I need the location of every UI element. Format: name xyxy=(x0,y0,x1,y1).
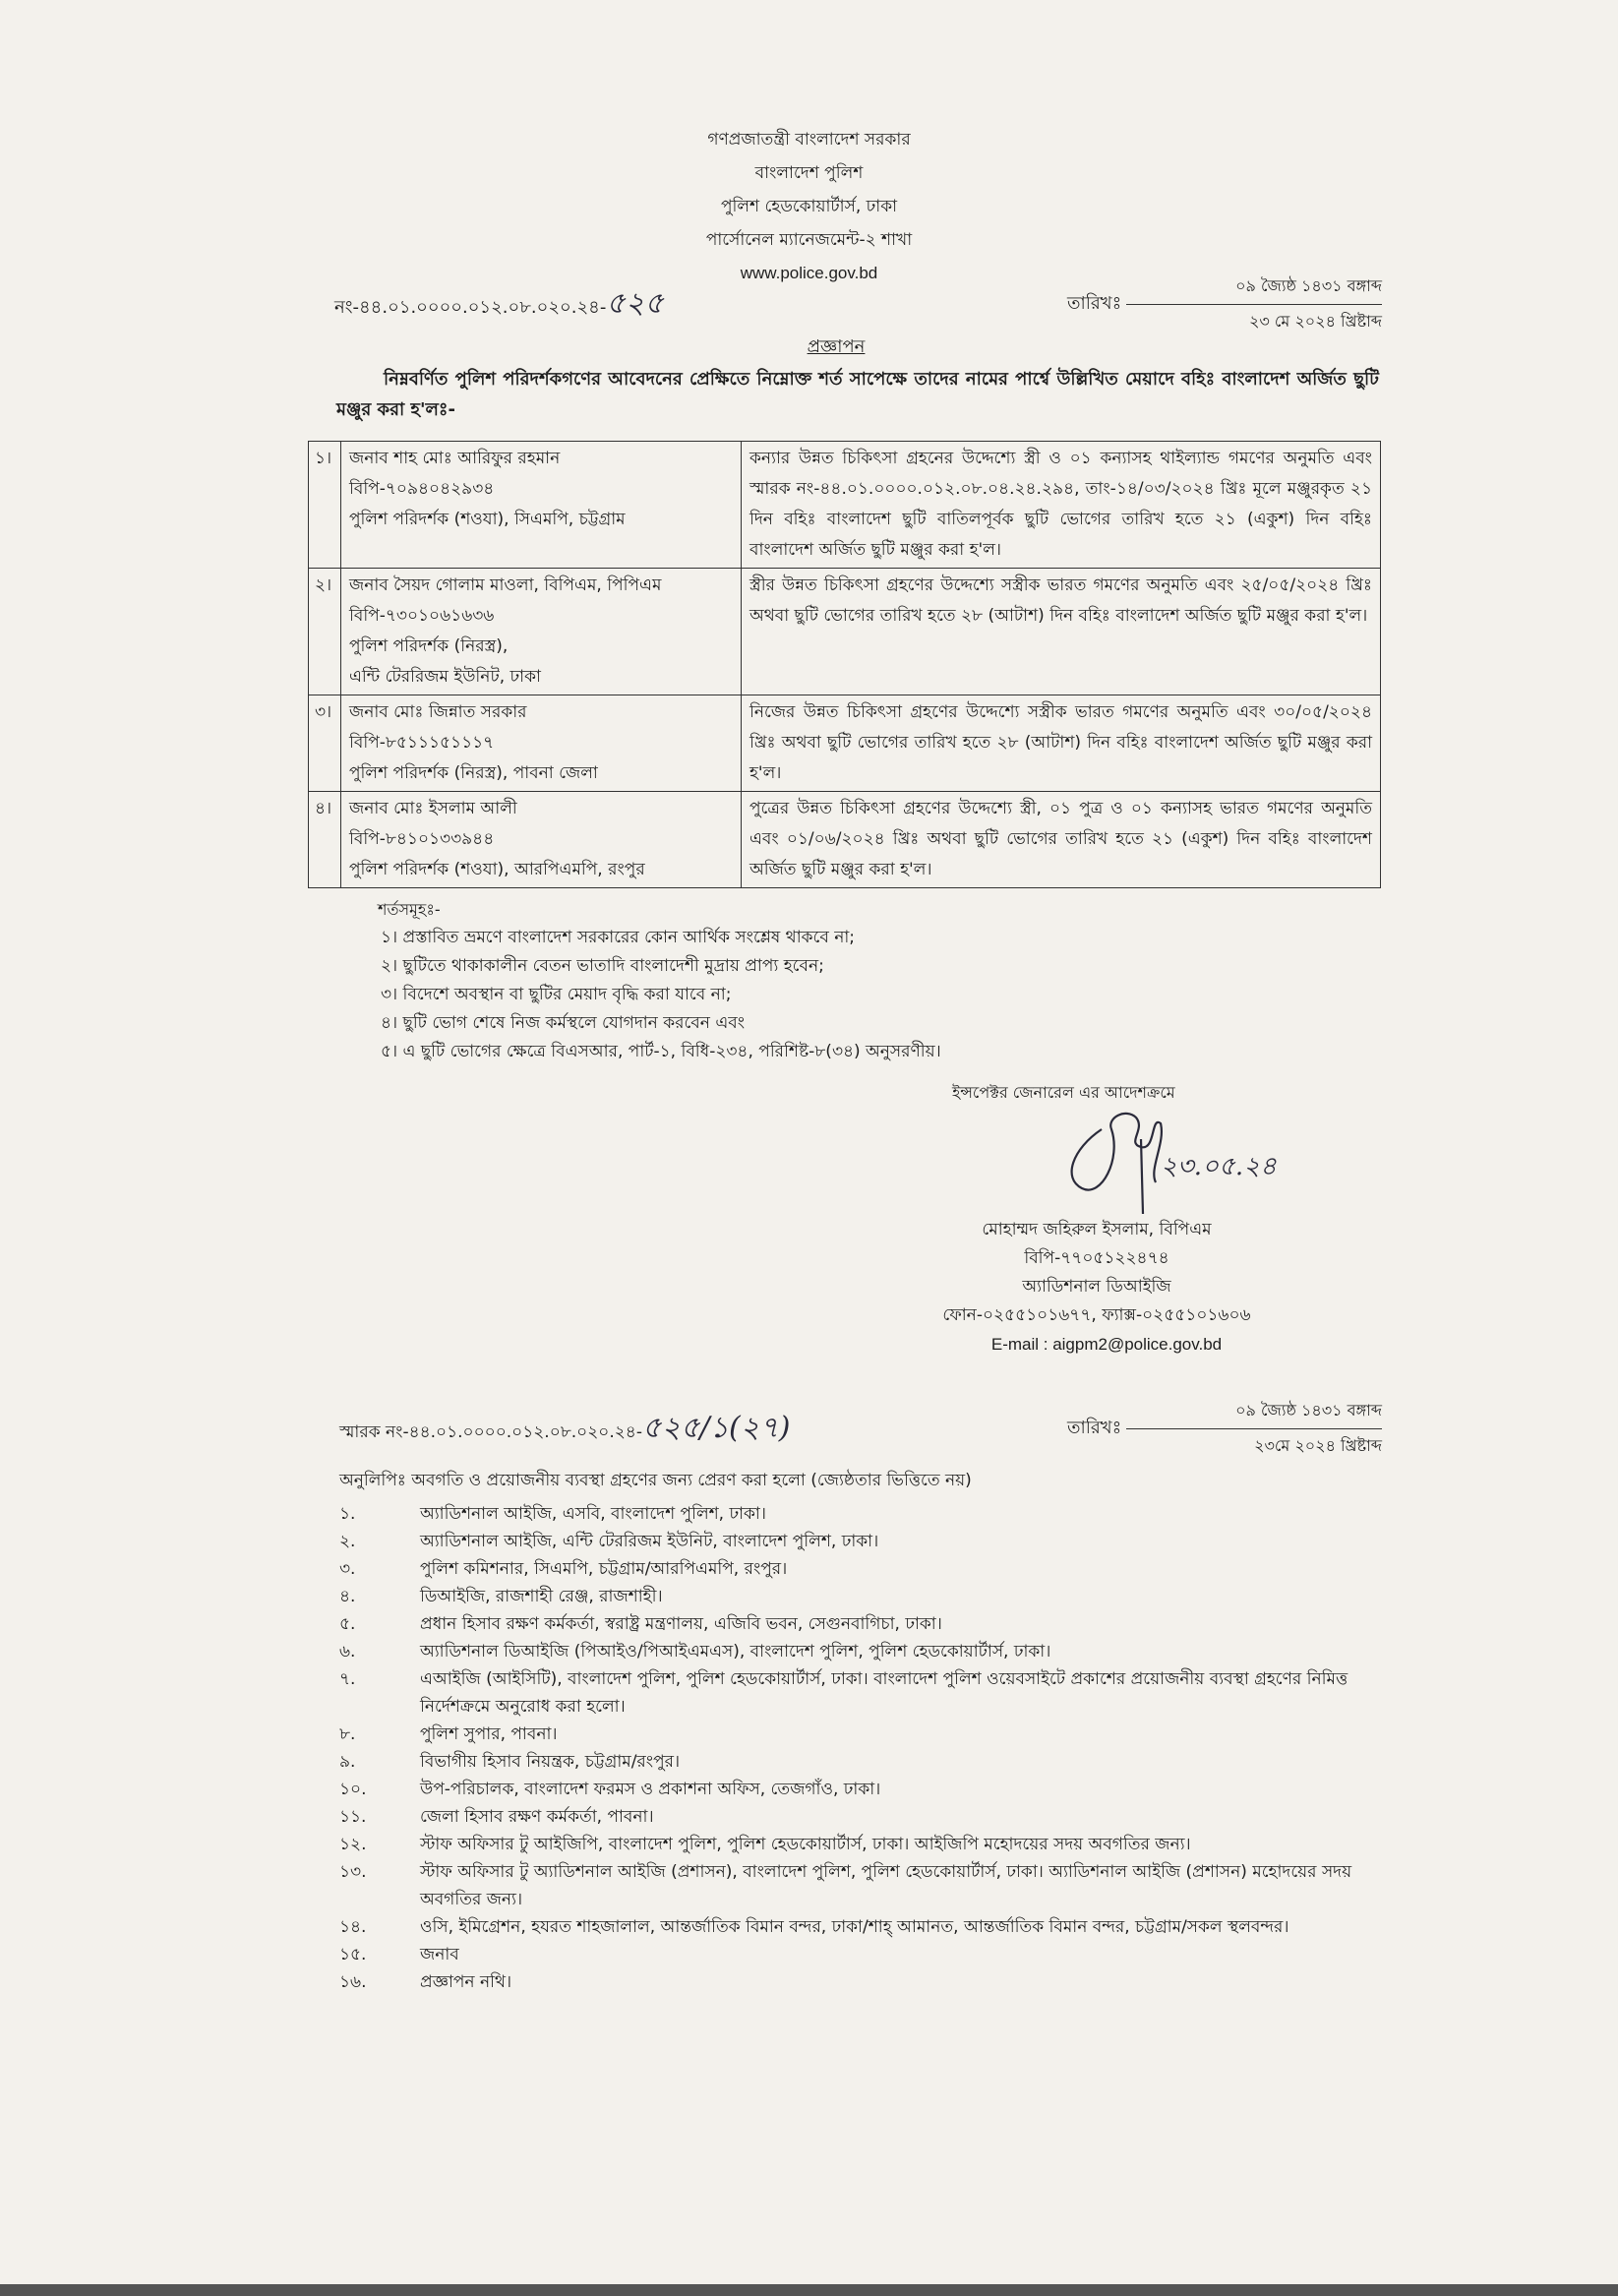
detail-cell xyxy=(742,569,1381,695)
signatory-bp: বিপি-৭৭০৫১২২৪৭৪ xyxy=(1024,1248,1169,1268)
distribution-text: পুলিশ সুপার, পাবনা। xyxy=(420,1724,558,1744)
table-row xyxy=(309,695,1381,792)
conditions-list xyxy=(0,924,1618,1066)
header-website: www.police.gov.bd xyxy=(740,264,878,282)
person-line: জনাব মোঃ জিন্নাত সরকার xyxy=(349,702,527,722)
distribution-text: জেলা হিসাব রক্ষণ কর্মকর্তা, পাবনা। xyxy=(420,1807,654,1827)
leave-table xyxy=(308,441,1381,888)
person-cell xyxy=(341,792,742,888)
table-row xyxy=(309,569,1381,695)
leave-detail: স্ত্রীর উন্নত চিকিৎসা গ্রহণের উদ্দেশ্যে সস্ত্রীক ভারত গমণের অনুমতি এবং ২৫/০৫/২০২৪ খ্রিঃ অথবা ছুটি ভোগের তারিখ হতে ২৮ (আটাশ) দিন বহিঃ বাংলাদেশ অর্জিত ছুটি মঞ্জুর করা হ'ল। xyxy=(749,575,1372,626)
person-line: পুলিশ পরিদর্শক (নিরস্ত্র), পাবনা জেলা xyxy=(349,763,598,783)
memo-ref-handwritten: ৫২৫ xyxy=(606,286,664,321)
letterhead xyxy=(0,123,1618,290)
person-line: পুলিশ পরিদর্শক (শওযা), আরপিএমপি, রংপুর xyxy=(349,860,645,879)
condition-item: ৩। বিদেশে অবস্থান বা ছুটির মেয়াদ বৃদ্ধি করা যাবে না; xyxy=(381,985,732,1004)
memo-date-bangla: ০৯ জ্যৈষ্ঠ ১৪৩১ বঙ্গাব্দ xyxy=(1235,276,1382,295)
person-line: জনাব শাহ মোঃ আরিফুর রহমান xyxy=(349,449,561,468)
person-line: এন্টি টেররিজম ইউনিট, ঢাকা xyxy=(349,667,541,687)
distribution-text: অ্যাডিশনাল ডিআইজি (পিআইও/পিআইএমএস), বাংলাদেশ পুলিশ, পুলিশ হেডকোয়ার্টার্স, ঢাকা। xyxy=(420,1642,1051,1662)
header-line-government: গণপ্রজাতন্ত্রী বাংলাদেশ সরকার xyxy=(707,130,911,150)
serial-cell xyxy=(309,695,341,792)
condition-item: ৫। এ ছুটি ভোগের ক্ষেত্রে বিএসআর, পার্ট-১, বিধি-২৩৪, পরিশিষ্ট-৮(৩৪) অনুসরণীয়। xyxy=(381,1042,941,1061)
serial-number: ১। xyxy=(315,449,332,468)
person-line: জনাব সৈয়দ গোলাম মাওলা, বিপিএম, পিপিএম xyxy=(349,575,662,595)
serial-cell xyxy=(309,792,341,888)
distribution-item xyxy=(339,1831,1382,1858)
condition-item: ৪। ছুটি ভোগ শেষে নিজ কর্মস্থলে যোগদান করবেন এবং xyxy=(381,1013,746,1033)
distribution-number: ৪. xyxy=(339,1587,356,1606)
distribution-text: ডিআইজি, রাজশাহী রেঞ্জ, রাজশাহী। xyxy=(420,1587,663,1606)
distribution-item xyxy=(339,1913,1382,1941)
distribution-number: ১. xyxy=(339,1504,356,1524)
distribution-number: ১৫. xyxy=(339,1945,367,1964)
serial-cell xyxy=(309,442,341,569)
copy-ref-prefix: স্মারক নং-৪৪.০১.০০০০.০১২.০৮.০২০.২৪- xyxy=(339,1422,642,1442)
person-line: জনাব মোঃ ইসলাম আলী xyxy=(349,799,517,818)
order-line: ইন্সপেক্টর জেনারেল এর আদেশক্রমে xyxy=(952,1083,1175,1102)
distribution-number: ১১. xyxy=(339,1807,367,1827)
distribution-text: অ্যাডিশনাল আইজি, এসবি, বাংলাদেশ পুলিশ, ঢাকা। xyxy=(420,1504,766,1524)
distribution-number: ৮. xyxy=(339,1724,356,1744)
leave-detail: নিজের উন্নত চিকিৎসা গ্রহণের উদ্দেশ্যে সস্ত্রীক ভারত গমণের অনুমতি এবং ৩০/০৫/২০২৪ খ্রিঃ অথবা ছুটি ভোগের তারিখ হতে ২৮ (আটাশ) দিন বহিঃ বাংলাদেশ অর্জিত ছুটি মঞ্জুর করা হ'ল। xyxy=(749,702,1372,783)
person-cell xyxy=(341,569,742,695)
distribution-number: ১২. xyxy=(339,1835,367,1854)
signatory-name: মোহাম্মদ জহিরুল ইসলাম, বিপিএম xyxy=(982,1220,1212,1239)
distribution-number: ১৪. xyxy=(339,1917,367,1937)
distribution-text: বিভাগীয় হিসাব নিয়ন্ত্রক, চট্টগ্রাম/রংপুর। xyxy=(420,1752,681,1772)
distribution-item xyxy=(339,1555,1382,1583)
distribution-item xyxy=(339,1721,1382,1748)
table-row xyxy=(309,442,1381,569)
person-line: বিপি-৮৫১১১৫১১১৭ xyxy=(349,733,495,753)
distribution-item xyxy=(339,1803,1382,1831)
copy-reference-row xyxy=(0,1398,1618,1463)
distribution-item xyxy=(339,1528,1382,1555)
memo-date xyxy=(1126,273,1382,335)
person-line: বিপি-৭৩০১০৬১৬৩৬ xyxy=(349,606,495,626)
condition-item: ২। ছুটিতে থাকাকালীন বেতন ভাতাদি বাংলাদেশী মুদ্রায় প্রাপ্য হবেন; xyxy=(381,956,824,976)
date-divider xyxy=(1126,1428,1382,1429)
signature-date: ২৩.০৫.২৪ xyxy=(1161,1152,1277,1181)
distribution-item xyxy=(339,1638,1382,1665)
distribution-number: ২. xyxy=(339,1532,356,1551)
person-cell xyxy=(341,695,742,792)
table-row xyxy=(309,792,1381,888)
distribution-text: স্টাফ অফিসার টু অ্যাডিশনাল আইজি (প্রশাসন), বাংলাদেশ পুলিশ, পুলিশ হেডকোয়ার্টার্স, ঢাকা। অ্যাডিশনাল আইজি (প্রশাসন) মহোদয়ের সদয় অবগতির জন্য। xyxy=(420,1862,1352,1909)
signature-mark xyxy=(1033,1110,1288,1216)
serial-cell xyxy=(309,569,341,695)
memo-ref-prefix: নং-৪৪.০১.০০০০.০১২.০৮.০২০.২৪- xyxy=(334,297,607,318)
serial-number: ৩। xyxy=(315,702,332,722)
distribution-item xyxy=(339,1968,1382,1996)
distribution-item xyxy=(339,1583,1382,1610)
signatory-designation: অ্যাডিশনাল ডিআইজি xyxy=(1022,1277,1171,1297)
distribution-number: ৬. xyxy=(339,1642,356,1662)
person-line: বিপি-৭০৯৪০৪২৯৩৪ xyxy=(349,479,495,499)
distribution-item xyxy=(339,1776,1382,1803)
person-line: পুলিশ পরিদর্শক (শওযা), সিএমপি, চট্টগ্রাম xyxy=(349,510,626,529)
distribution-text: পুলিশ কমিশনার, সিএমপি, চট্টগ্রাম/আরপিএমপি, রংপুর। xyxy=(420,1559,788,1579)
distribution-number: ৯. xyxy=(339,1752,356,1772)
distribution-number: ১৬. xyxy=(339,1972,367,1992)
distribution-number: ১০. xyxy=(339,1780,367,1799)
memo-date-label: তারিখঃ xyxy=(1067,293,1122,314)
copy-date-gregorian: ২৩মে ২০২৪ খ্রিষ্টাব্দ xyxy=(1254,1436,1382,1455)
detail-cell xyxy=(742,442,1381,569)
date-divider xyxy=(1126,304,1382,305)
distribution-item xyxy=(339,1941,1382,1968)
distribution-item xyxy=(339,1610,1382,1638)
distribution-number: ৩. xyxy=(339,1559,356,1579)
scan-edge xyxy=(0,2284,1618,2296)
distribution-item xyxy=(339,1500,1382,1528)
document-title: প্রজ্ঞাপন xyxy=(807,336,866,357)
distribution-text: প্রজ্ঞাপন নথি। xyxy=(420,1972,512,1992)
memo-date-gregorian: ২৩ মে ২০২৪ খ্রিষ্টাব্দ xyxy=(1249,312,1382,331)
distribution-number: ১৩. xyxy=(339,1862,367,1882)
signatory-phone: ফোন-০২৫৫১০১৬৭৭, ফ্যাক্স-০২৫৫১০১৬০৬ xyxy=(942,1305,1251,1325)
detail-cell xyxy=(742,695,1381,792)
header-line-branch: পার্সোনেল ম্যানেজমেন্ট-২ শাখা xyxy=(705,230,913,250)
signatory-block xyxy=(942,1216,1251,1359)
copy-date-bangla: ০৯ জ্যৈষ্ঠ ১৪৩১ বঙ্গাব্দ xyxy=(1235,1401,1382,1420)
distribution-text: এআইজি (আইসিটি), বাংলাদেশ পুলিশ, পুলিশ হেডকোয়ার্টার্স, ঢাকা। বাংলাদেশ পুলিশ ওয়েবসাইটে প্রকাশের প্রয়োজনীয় ব্যবস্থা গ্রহণের নিমিত্ত নির্দেশক্রমে অনুরোধ করা হলো। xyxy=(420,1669,1348,1717)
copy-ref-handwritten: ৫২৫/১(২৭) xyxy=(641,1411,791,1445)
copy-reference xyxy=(339,1404,790,1454)
person-line: বিপি-৮৪১০১৩৩৯৪৪ xyxy=(349,829,495,849)
copy-date xyxy=(1126,1398,1382,1460)
distribution-number: ৫. xyxy=(339,1614,356,1634)
distribution-text: প্রধান হিসাব রক্ষণ কর্মকর্তা, স্বরাষ্ট্র মন্ত্রণালয়, এজিবি ভবন, সেগুনবাগিচা, ঢাকা। xyxy=(420,1614,942,1634)
serial-number: ৪। xyxy=(315,799,332,818)
person-cell xyxy=(341,442,742,569)
distribution-text: জনাব xyxy=(420,1945,459,1964)
serial-number: ২। xyxy=(315,575,332,595)
distribution-item xyxy=(339,1665,1382,1721)
signatory-email: E-mail : aigpm2@police.gov.bd xyxy=(990,1335,1223,1354)
distribution-text: অ্যাডিশনাল আইজি, এন্টি টেররিজম ইউনিট, বাংলাদেশ পুলিশ, ঢাকা। xyxy=(420,1532,879,1551)
distribution-item xyxy=(339,1858,1382,1913)
intro-paragraph: নিম্নবর্ণিত পুলিশ পরিদর্শকগণের আবেদনের প্রেক্ষিতে নিম্নোক্ত শর্ত সাপেক্ষে তাদের নামের পার্শ্বে উল্লিখিত মেয়াদে বহিঃ বাংলাদেশ অর্জিত ছুটি মঞ্জুর করা হ'লঃ- xyxy=(336,369,1379,420)
header-line-hq: পুলিশ হেডকোয়ার্টার্স, ঢাকা xyxy=(720,197,898,216)
copy-intro: অনুলিপিঃ অবগতি ও প্রয়োজনীয় ব্যবস্থা গ্রহণের জন্য প্রেরণ করা হলো (জ্যেষ্ঠতার ভিত্তিতে নয়) xyxy=(339,1471,972,1490)
header-line-police: বাংলাদেশ পুলিশ xyxy=(754,163,864,183)
distribution-text: উপ-পরিচালক, বাংলাদেশ ফরমস ও প্রকাশনা অফিস, তেজগাঁও, ঢাকা। xyxy=(420,1780,881,1799)
distribution-number: ৭. xyxy=(339,1669,356,1689)
leave-detail: কন্যার উন্নত চিকিৎসা গ্রহনের উদ্দেশ্যে স্ত্রী ও ০১ কন্যাসহ থাইল্যান্ড গমণের অনুমতি এবং স্মারক নং-৪৪.০১.০০০০.০১২.০৮.০৪.২৪.২৯৪, তাং-১৪/০৩/২০২৪ খ্রিঃ মূলে মঞ্জুরকৃত ২১ দিন বহিঃ বাংলাদেশ ছুটি বাতিলপূর্বক ছুটি ভোগের তারিখ হতে ২১ (একুশ) দিন বহিঃ বাংলাদেশ অর্জিত ছুটি মঞ্জুর করা হ'ল। xyxy=(749,449,1372,560)
condition-item: ১। প্রস্তাবিত ভ্রমণে বাংলাদেশ সরকারের কোন আর্থিক সংশ্লেষ থাকবে না; xyxy=(381,928,856,947)
leave-detail: পুত্রের উন্নত চিকিৎসা গ্রহণের উদ্দেশ্যে স্ত্রী, ০১ পুত্র ও ০১ কন্যাসহ ভারত গমণের অনুমতি এবং ০১/০৬/২০২৪ খ্রিঃ অথবা ছুটি ভোগের তারিখ হতে ২১ (একুশ) দিন বহিঃ বাংলাদেশ অর্জিত ছুটি মঞ্জুর করা হ'ল। xyxy=(749,799,1372,879)
conditions-title: শর্তসমূহঃ- xyxy=(378,900,441,919)
detail-cell xyxy=(742,792,1381,888)
distribution-text: স্টাফ অফিসার টু আইজিপি, বাংলাদেশ পুলিশ, পুলিশ হেডকোয়ার্টার্স, ঢাকা। আইজিপি মহোদয়ের সদয় অবগতির জন্য। xyxy=(420,1835,1191,1854)
memo-reference xyxy=(334,279,664,330)
distribution-text: ওসি, ইমিগ্রেশন, হযরত শাহজালাল, আন্তর্জাতিক বিমান বন্দর, ঢাকা/শাহ্ আমানত, আন্তর্জাতিক বিমান বন্দর, চট্টগ্রাম/সকল স্থলবন্দর। xyxy=(420,1917,1289,1937)
person-line: পুলিশ পরিদর্শক (নিরস্ত্র), xyxy=(349,636,509,656)
copy-date-label: তারিখঃ xyxy=(1067,1418,1122,1438)
distribution-list xyxy=(0,1500,1618,1996)
document-body xyxy=(0,364,1618,1996)
distribution-item xyxy=(339,1748,1382,1776)
